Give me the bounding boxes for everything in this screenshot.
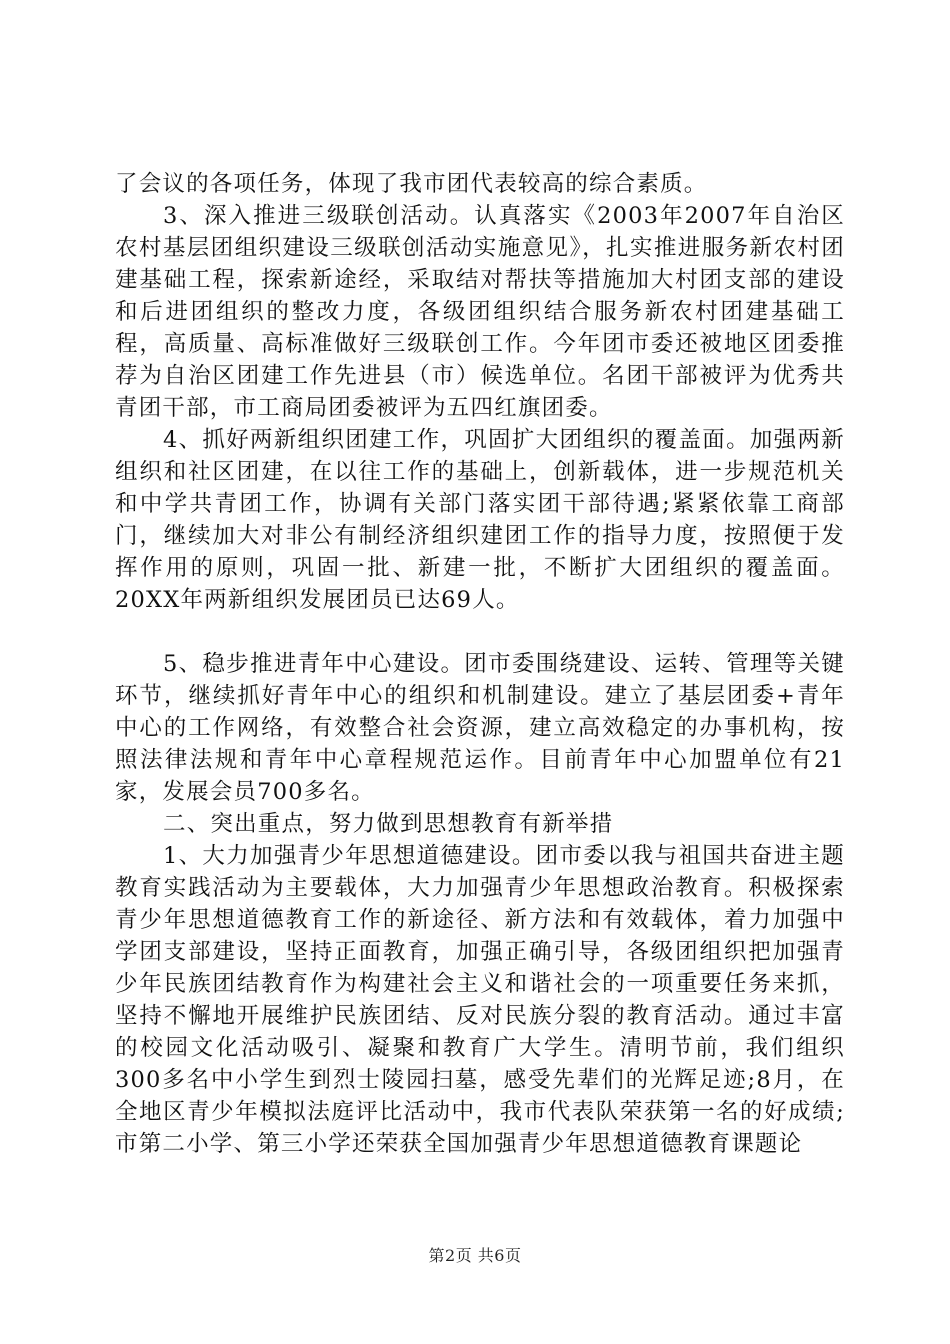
page-footer: 第2页 共6页 xyxy=(428,1246,522,1265)
paragraph-item-4: 4、抓好两新组织团建工作，巩固扩大团组织的覆盖面。加强两新组织和社区团建，在以往工作的基础上，创新载体，进一步规范机关和中学共青团工作，协调有关部门落实团干部待遇;紧紧依靠工商部门，继续加大对非公有制经济组织建团工作的指导力度，按照便于发挥作用的原则，巩固一批、新建一批，不断扩大团组织的覆盖面。20XX年两新组织发展团员已达69人。 xyxy=(115,427,845,613)
paragraph-item-5: 5、稳步推进青年中心建设。团市委围绕建设、运转、管理等关键环节，继续抓好青年中心的组织和机制建设。建立了基层团委+青年中心的工作网络，有效整合社会资源，建立高效稳定的办事机构，按照法律法规和青年中心章程规范运作。目前青年中心加盟单位有21家，发展会员700多名。 xyxy=(115,651,845,805)
document-body xyxy=(115,168,845,1160)
paragraph-item-3: 3、深入推进三级联创活动。认真落实《2003年2007年自治区农村基层团组织建设三级联创活动实施意见》，扎实推进服务新农村团建基础工程，探索新途经，采取结对帮扶等措施加大村团支部的建设和后进团组织的整改力度，各级团组织结合服务新农村团建基础工程，高质量、高标准做好三级联创工作。今年团市委还被地区团委推荐为自治区团建工作先进县（市）候选单位。名团干部被评为优秀共青团干部，市工商局团委被评为五四红旗团委。 xyxy=(115,203,845,421)
paragraph-item-1: 1、大力加强青少年思想道德建设。团市委以我与祖国共奋进主题教育实践活动为主要载体，大力加强青少年思想政治教育。积极探索青少年思想道德教育工作的新途径、新方法和有效载体，着力加强中学团支部建设，坚持正面教育，加强正确引导，各级团组织把加强青少年民族团结教育作为构建社会主义和谐社会的一项重要任务来抓，坚持不懈地开展维护民族团结、反对民族分裂的教育活动。通过丰富的校园文化活动吸引、凝聚和教育广大学生。清明节前，我们组织300多名中小学生到烈士陵园扫墓，感受先辈们的光辉足迹;8月，在全地区青少年模拟法庭评比活动中，我市代表队荣获第一名的好成绩;市第二小学、第三小学还荣获全国加强青少年思想道德教育课题论 xyxy=(115,843,845,1157)
section-heading: 二、突出重点，努力做到思想教育有新举措 xyxy=(163,811,614,837)
paragraph-continuation: 了会议的各项任务，体现了我市团代表较高的综合素质。 xyxy=(115,171,708,197)
